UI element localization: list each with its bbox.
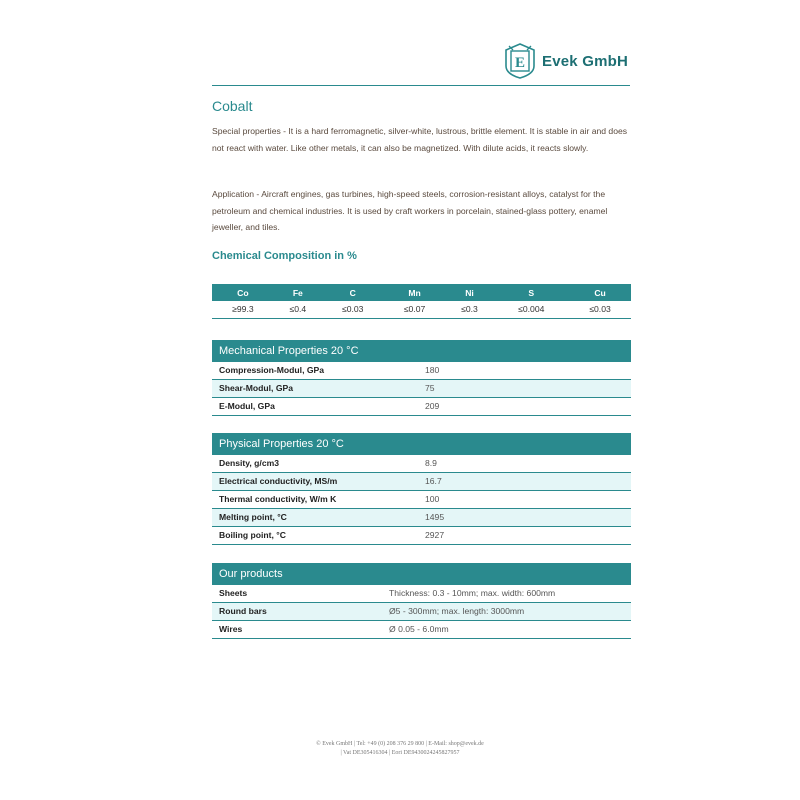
product-label: Round bars — [219, 606, 267, 616]
table-row — [212, 380, 631, 398]
composition-header-cell: Co — [212, 284, 274, 301]
table-row — [212, 473, 631, 491]
product-label: Wires — [219, 624, 243, 634]
products-title: Our products — [212, 563, 631, 585]
page-footer — [0, 740, 800, 758]
composition-value-cell: ≤0.4 — [274, 301, 322, 318]
products-table — [212, 563, 631, 639]
table-row — [212, 362, 631, 380]
property-label: Shear-Modul, GPa — [219, 383, 294, 393]
property-label: Density, g/cm3 — [219, 458, 280, 468]
special-properties-text: Special properties - It is a hard ferromagnetic, silver-white, lustrous, brittle element. It is stable in air and does not react with water. Like other metals, it can also be magnetized. With dilute acids, it reacts slowly. — [212, 126, 628, 153]
table-row — [212, 585, 631, 603]
composition-value-row — [212, 301, 631, 318]
composition-header-cell: Mn — [384, 284, 446, 301]
property-value: 180 — [425, 365, 440, 375]
table-row — [212, 491, 631, 509]
composition-value-cell: ≤0.03 — [322, 301, 384, 318]
table-row — [212, 455, 631, 473]
composition-value-cell: ≤0.07 — [384, 301, 446, 318]
composition-header-cell: Ni — [445, 284, 493, 301]
table-row — [212, 603, 631, 621]
composition-title: Chemical Composition in % — [212, 250, 357, 262]
physical-properties-table — [212, 433, 631, 545]
property-value: 16.7 — [425, 476, 442, 486]
footer-registration-line: | Vat DE305416304 | Eori DE9430024245827957 — [340, 750, 460, 756]
page-title: Cobalt — [212, 98, 253, 114]
table-row — [212, 621, 631, 639]
product-label: Sheets — [219, 588, 248, 598]
composition-value-cell: ≤0.03 — [569, 301, 631, 318]
table-row — [212, 527, 631, 545]
evek-logo-icon — [503, 42, 537, 80]
page-header — [212, 40, 630, 86]
composition-header-cell: C — [322, 284, 384, 301]
property-label: Thermal conductivity, W/m K — [219, 494, 337, 504]
composition-value-cell: ≥99.3 — [212, 301, 274, 318]
table-row — [212, 509, 631, 527]
property-label: Melting point, °C — [219, 512, 287, 522]
physical-properties-title: Physical Properties 20 °C — [212, 433, 631, 455]
property-label: Compression-Modul, GPa — [219, 365, 325, 375]
product-value: Thickness: 0.3 - 10mm; max. width: 600mm — [389, 588, 556, 598]
composition-value-cell: ≤0.3 — [445, 301, 493, 318]
company-name: Evek GmbH — [542, 52, 628, 70]
table-row — [212, 398, 631, 416]
property-label: Electrical conductivity, MS/m — [219, 476, 338, 486]
property-value: 100 — [425, 494, 440, 504]
footer-contact-line: © Evek GmbH | Tel: +49 (0) 208 376 29 800 | E-Mail: shop@evek.de — [316, 741, 484, 747]
mechanical-properties-table — [212, 340, 631, 416]
company-logo[interactable] — [503, 42, 628, 80]
composition-header-row — [212, 284, 631, 301]
composition-header-cell: S — [494, 284, 570, 301]
property-value: 1495 — [425, 512, 445, 522]
application-text: Application - Aircraft engines, gas turbines, high-speed steels, corrosion-resistant alloys, catalyst for the petroleum and chemical industries. It is used by craft workers in porcelain, stained-glass pottery, enamel jeweller, and tiles. — [212, 189, 608, 232]
composition-table — [212, 284, 631, 319]
product-value: Ø 0.05 - 6.0mm — [389, 624, 449, 634]
property-value: 75 — [425, 383, 435, 393]
property-value: 209 — [425, 401, 440, 411]
logo-letter: E — [514, 55, 526, 71]
product-value: Ø5 - 300mm; max. length: 3000mm — [389, 606, 525, 616]
composition-header-cell: Cu — [569, 284, 631, 301]
composition-value-cell: ≤0.004 — [494, 301, 570, 318]
property-label: Boiling point, °C — [219, 530, 286, 540]
composition-header-cell: Fe — [274, 284, 322, 301]
property-label: E-Modul, GPa — [219, 401, 275, 411]
mechanical-properties-title: Mechanical Properties 20 °C — [212, 340, 631, 362]
property-value: 2927 — [425, 530, 445, 540]
property-value: 8.9 — [425, 458, 437, 468]
